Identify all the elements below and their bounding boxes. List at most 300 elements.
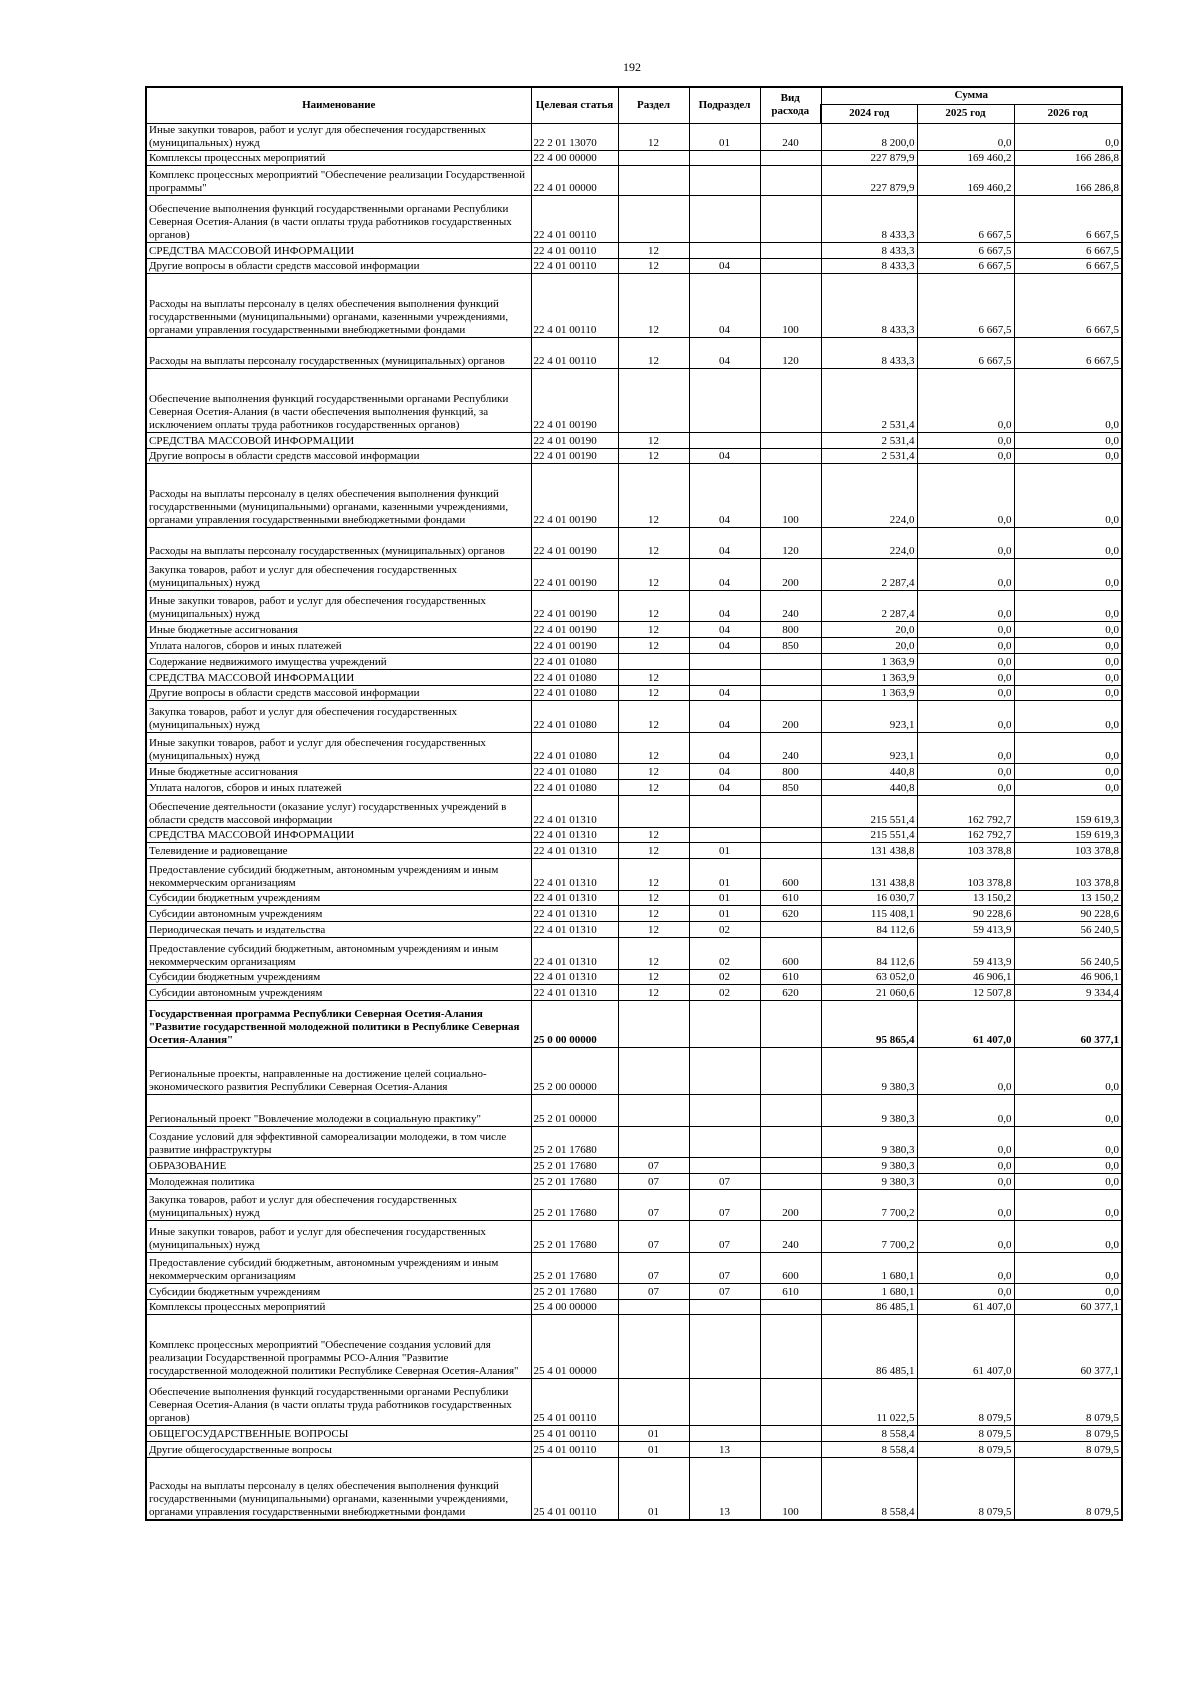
- row-amount-2026-cell: 60 377,1: [1014, 1000, 1122, 1047]
- row-subsection-cell: 04: [689, 763, 760, 779]
- row-expense-type-cell: [760, 827, 821, 842]
- row-amount-2025-cell: 169 460,2: [917, 165, 1014, 195]
- row-subsection-cell: 13: [689, 1441, 760, 1457]
- row-target-article-cell: 22 4 01 01310: [531, 795, 618, 827]
- row-amount-2025-cell: 169 460,2: [917, 150, 1014, 165]
- row-amount-2025-cell: 59 413,9: [917, 937, 1014, 969]
- row-name-cell: Другие вопросы в области средств массовой информации: [146, 258, 531, 273]
- row-amount-2026-cell: 0,0: [1014, 621, 1122, 637]
- row-name-cell: Обеспечение выполнения функций государственными органами Республики Северная Осетия-Алания (в части оплаты труда работников государственных органов): [146, 1378, 531, 1425]
- row-amount-2025-cell: 0,0: [917, 590, 1014, 621]
- row-name-cell: Обеспечение выполнения функций государственными органами Республики Северная Осетия-Алания (в части обеспечения выполнения функций, за исключением оплаты труда работников государственных органов): [146, 368, 531, 432]
- row-amount-2024-cell: 2 531,4: [821, 448, 917, 463]
- table-row: [146, 637, 1122, 653]
- row-amount-2026-cell: 6 667,5: [1014, 258, 1122, 273]
- row-target-article-cell: 22 4 01 01310: [531, 905, 618, 921]
- row-name-cell: СРЕДСТВА МАССОВОЙ ИНФОРМАЦИИ: [146, 669, 531, 685]
- row-expense-type-cell: [760, 842, 821, 858]
- table-row: [146, 921, 1122, 937]
- row-amount-2025-cell: 0,0: [917, 1220, 1014, 1252]
- row-subsection-cell: 04: [689, 558, 760, 590]
- row-section-cell: [618, 795, 689, 827]
- row-name-cell: ОБРАЗОВАНИЕ: [146, 1157, 531, 1173]
- row-amount-2026-cell: 0,0: [1014, 653, 1122, 669]
- row-expense-type-cell: [760, 1173, 821, 1189]
- row-amount-2024-cell: 84 112,6: [821, 921, 917, 937]
- row-name-cell: Иные закупки товаров, работ и услуг для обеспечения государственных (муниципальных) нужд: [146, 590, 531, 621]
- row-name-cell: Субсидии автономным учреждениям: [146, 984, 531, 1000]
- row-target-article-cell: 22 4 01 01080: [531, 779, 618, 795]
- table-row: [146, 1220, 1122, 1252]
- row-section-cell: 12: [618, 984, 689, 1000]
- row-amount-2024-cell: 1 680,1: [821, 1252, 917, 1283]
- row-subsection-cell: 02: [689, 937, 760, 969]
- row-expense-type-cell: [760, 1441, 821, 1457]
- row-section-cell: 07: [618, 1189, 689, 1220]
- row-amount-2026-cell: 0,0: [1014, 463, 1122, 527]
- row-amount-2026-cell: 0,0: [1014, 527, 1122, 558]
- row-target-article-cell: 22 4 01 01310: [531, 921, 618, 937]
- row-subsection-cell: [689, 669, 760, 685]
- row-amount-2026-cell: 0,0: [1014, 448, 1122, 463]
- row-name-cell: Расходы на выплаты персоналу государственных (муниципальных) органов: [146, 527, 531, 558]
- row-name-cell: Комплексы процессных мероприятий: [146, 150, 531, 165]
- row-target-article-cell: 25 2 00 00000: [531, 1047, 618, 1094]
- row-amount-2024-cell: 7 700,2: [821, 1189, 917, 1220]
- row-subsection-cell: 02: [689, 921, 760, 937]
- row-amount-2024-cell: 86 485,1: [821, 1314, 917, 1378]
- row-name-cell: Предоставление субсидий бюджетным, автономным учреждениям и иным некоммерческим организациям: [146, 858, 531, 890]
- row-subsection-cell: [689, 150, 760, 165]
- row-expense-type-cell: [760, 685, 821, 700]
- row-amount-2024-cell: 8 433,3: [821, 273, 917, 337]
- row-amount-2024-cell: 9 380,3: [821, 1047, 917, 1094]
- row-amount-2026-cell: 0,0: [1014, 637, 1122, 653]
- row-subsection-cell: [689, 1094, 760, 1126]
- table-row: [146, 1189, 1122, 1220]
- row-expense-type-cell: [760, 368, 821, 432]
- row-name-cell: Уплата налогов, сборов и иных платежей: [146, 779, 531, 795]
- row-subsection-cell: 01: [689, 123, 760, 150]
- row-subsection-cell: 04: [689, 637, 760, 653]
- row-section-cell: 12: [618, 732, 689, 763]
- row-name-cell: ОБЩЕГОСУДАРСТВЕННЫЕ ВОПРОСЫ: [146, 1425, 531, 1441]
- row-amount-2026-cell: 103 378,8: [1014, 842, 1122, 858]
- row-amount-2024-cell: 224,0: [821, 463, 917, 527]
- row-amount-2026-cell: 0,0: [1014, 432, 1122, 448]
- row-subsection-cell: 04: [689, 448, 760, 463]
- row-target-article-cell: 25 2 01 17680: [531, 1173, 618, 1189]
- row-amount-2025-cell: 61 407,0: [917, 1299, 1014, 1314]
- row-amount-2026-cell: 0,0: [1014, 558, 1122, 590]
- row-expense-type-cell: [760, 448, 821, 463]
- row-section-cell: 07: [618, 1252, 689, 1283]
- row-amount-2024-cell: 923,1: [821, 700, 917, 732]
- row-amount-2026-cell: 90 228,6: [1014, 905, 1122, 921]
- row-expense-type-cell: [760, 150, 821, 165]
- row-amount-2026-cell: 0,0: [1014, 1220, 1122, 1252]
- table-row: [146, 685, 1122, 700]
- row-subsection-cell: [689, 368, 760, 432]
- row-amount-2026-cell: 6 667,5: [1014, 242, 1122, 258]
- table-row: [146, 1314, 1122, 1378]
- row-amount-2025-cell: 59 413,9: [917, 921, 1014, 937]
- header-year-2026: 2026 год: [1014, 104, 1122, 123]
- row-section-cell: [618, 150, 689, 165]
- table-row: [146, 779, 1122, 795]
- table-row: [146, 905, 1122, 921]
- row-amount-2024-cell: 1 363,9: [821, 653, 917, 669]
- row-expense-type-cell: [760, 669, 821, 685]
- table-row: [146, 827, 1122, 842]
- row-amount-2026-cell: 0,0: [1014, 700, 1122, 732]
- table-row: [146, 1457, 1122, 1520]
- row-expense-type-cell: 620: [760, 905, 821, 921]
- row-amount-2024-cell: 1 363,9: [821, 685, 917, 700]
- row-name-cell: Предоставление субсидий бюджетным, автономным учреждениям и иным некоммерческим организациям: [146, 937, 531, 969]
- table-row: [146, 337, 1122, 368]
- row-amount-2026-cell: 6 667,5: [1014, 337, 1122, 368]
- row-amount-2024-cell: 227 879,9: [821, 150, 917, 165]
- row-amount-2024-cell: 63 052,0: [821, 969, 917, 984]
- row-amount-2026-cell: 0,0: [1014, 685, 1122, 700]
- row-section-cell: 12: [618, 527, 689, 558]
- row-amount-2026-cell: 0,0: [1014, 1252, 1122, 1283]
- row-subsection-cell: 01: [689, 890, 760, 905]
- row-target-article-cell: 22 4 01 00190: [531, 590, 618, 621]
- row-target-article-cell: 25 4 01 00110: [531, 1441, 618, 1457]
- row-amount-2025-cell: 0,0: [917, 779, 1014, 795]
- table-row: [146, 150, 1122, 165]
- row-expense-type-cell: [760, 1157, 821, 1173]
- row-target-article-cell: 22 4 01 00190: [531, 448, 618, 463]
- row-section-cell: [618, 1299, 689, 1314]
- row-amount-2024-cell: 9 380,3: [821, 1157, 917, 1173]
- row-name-cell: Расходы на выплаты персоналу в целях обеспечения выполнения функций государственными (муниципальными) органами, казенными учреждениями, органами управления государственными внебюджетными фондами: [146, 463, 531, 527]
- row-section-cell: 12: [618, 763, 689, 779]
- header-year-2025: 2025 год: [917, 104, 1014, 123]
- table-body: [146, 123, 1122, 1520]
- header-section: Раздел: [618, 87, 689, 123]
- row-name-cell: Предоставление субсидий бюджетным, автономным учреждениям и иным некоммерческим организациям: [146, 1252, 531, 1283]
- row-subsection-cell: 04: [689, 685, 760, 700]
- row-amount-2025-cell: 61 407,0: [917, 1314, 1014, 1378]
- row-amount-2024-cell: 1 680,1: [821, 1283, 917, 1299]
- row-amount-2025-cell: 103 378,8: [917, 858, 1014, 890]
- row-amount-2026-cell: 0,0: [1014, 1094, 1122, 1126]
- row-amount-2026-cell: 8 079,5: [1014, 1425, 1122, 1441]
- row-target-article-cell: 25 0 00 00000: [531, 1000, 618, 1047]
- row-amount-2025-cell: 6 667,5: [917, 242, 1014, 258]
- table-row: [146, 1047, 1122, 1094]
- row-target-article-cell: 22 2 01 13070: [531, 123, 618, 150]
- row-name-cell: Субсидии бюджетным учреждениям: [146, 969, 531, 984]
- table-row: [146, 432, 1122, 448]
- row-amount-2026-cell: 0,0: [1014, 1047, 1122, 1094]
- row-expense-type-cell: [760, 921, 821, 937]
- row-section-cell: 12: [618, 890, 689, 905]
- row-name-cell: Другие вопросы в области средств массовой информации: [146, 448, 531, 463]
- row-amount-2026-cell: 166 286,8: [1014, 165, 1122, 195]
- row-expense-type-cell: [760, 195, 821, 242]
- row-amount-2026-cell: 0,0: [1014, 1283, 1122, 1299]
- row-expense-type-cell: 100: [760, 273, 821, 337]
- row-target-article-cell: 22 4 01 01310: [531, 969, 618, 984]
- row-target-article-cell: 22 4 01 01310: [531, 984, 618, 1000]
- row-name-cell: Периодическая печать и издательства: [146, 921, 531, 937]
- row-amount-2024-cell: 440,8: [821, 763, 917, 779]
- row-amount-2025-cell: 0,0: [917, 1157, 1014, 1173]
- row-amount-2025-cell: 8 079,5: [917, 1425, 1014, 1441]
- table-row: [146, 890, 1122, 905]
- row-amount-2025-cell: 90 228,6: [917, 905, 1014, 921]
- row-name-cell: Содержание недвижимого имущества учреждений: [146, 653, 531, 669]
- row-amount-2025-cell: 6 667,5: [917, 273, 1014, 337]
- row-amount-2026-cell: 0,0: [1014, 590, 1122, 621]
- row-amount-2025-cell: 8 079,5: [917, 1457, 1014, 1520]
- row-section-cell: 12: [618, 123, 689, 150]
- row-subsection-cell: [689, 1378, 760, 1425]
- row-section-cell: [618, 1094, 689, 1126]
- row-section-cell: 12: [618, 669, 689, 685]
- budget-table: [145, 86, 1123, 1521]
- row-name-cell: Региональные проекты, направленные на достижение целей социально-экономического развития Республики Северная Осетия-Алания: [146, 1047, 531, 1094]
- row-amount-2026-cell: 8 079,5: [1014, 1457, 1122, 1520]
- row-section-cell: 12: [618, 779, 689, 795]
- row-section-cell: 12: [618, 937, 689, 969]
- header-subsection: Подраздел: [689, 87, 760, 123]
- row-name-cell: Субсидии бюджетным учреждениям: [146, 890, 531, 905]
- row-expense-type-cell: [760, 1047, 821, 1094]
- row-amount-2024-cell: 8 433,3: [821, 242, 917, 258]
- row-expense-type-cell: [760, 653, 821, 669]
- row-expense-type-cell: 610: [760, 969, 821, 984]
- row-expense-type-cell: 600: [760, 858, 821, 890]
- row-expense-type-cell: [760, 1314, 821, 1378]
- row-expense-type-cell: [760, 165, 821, 195]
- row-amount-2024-cell: 8 200,0: [821, 123, 917, 150]
- table-row: [146, 1094, 1122, 1126]
- row-amount-2026-cell: 0,0: [1014, 732, 1122, 763]
- row-section-cell: 12: [618, 621, 689, 637]
- table-row: [146, 1126, 1122, 1157]
- row-target-article-cell: 25 2 01 00000: [531, 1094, 618, 1126]
- row-name-cell: СРЕДСТВА МАССОВОЙ ИНФОРМАЦИИ: [146, 827, 531, 842]
- row-name-cell: Закупка товаров, работ и услуг для обеспечения государственных (муниципальных) нужд: [146, 1189, 531, 1220]
- table-row: [146, 1283, 1122, 1299]
- row-expense-type-cell: [760, 242, 821, 258]
- row-amount-2025-cell: 8 079,5: [917, 1441, 1014, 1457]
- row-subsection-cell: [689, 1314, 760, 1378]
- row-subsection-cell: 04: [689, 590, 760, 621]
- row-amount-2024-cell: 2 531,4: [821, 432, 917, 448]
- row-amount-2025-cell: 0,0: [917, 527, 1014, 558]
- header-name: Наименование: [146, 87, 531, 123]
- row-expense-type-cell: 100: [760, 463, 821, 527]
- row-subsection-cell: 04: [689, 779, 760, 795]
- row-amount-2025-cell: 0,0: [917, 432, 1014, 448]
- row-section-cell: [618, 165, 689, 195]
- row-section-cell: [618, 1126, 689, 1157]
- row-subsection-cell: [689, 1126, 760, 1157]
- row-expense-type-cell: [760, 1425, 821, 1441]
- row-section-cell: 07: [618, 1220, 689, 1252]
- row-subsection-cell: 04: [689, 273, 760, 337]
- row-section-cell: 01: [618, 1457, 689, 1520]
- row-expense-type-cell: 240: [760, 123, 821, 150]
- row-target-article-cell: 22 4 01 00110: [531, 337, 618, 368]
- row-target-article-cell: 25 2 01 17680: [531, 1252, 618, 1283]
- row-amount-2025-cell: 0,0: [917, 700, 1014, 732]
- row-expense-type-cell: [760, 1378, 821, 1425]
- row-expense-type-cell: [760, 1000, 821, 1047]
- row-subsection-cell: [689, 165, 760, 195]
- row-amount-2026-cell: 0,0: [1014, 1189, 1122, 1220]
- row-amount-2025-cell: 0,0: [917, 621, 1014, 637]
- row-target-article-cell: 22 4 01 00110: [531, 258, 618, 273]
- row-amount-2024-cell: 20,0: [821, 637, 917, 653]
- row-section-cell: 12: [618, 242, 689, 258]
- row-target-article-cell: 22 4 01 00110: [531, 242, 618, 258]
- row-target-article-cell: 22 4 01 01080: [531, 700, 618, 732]
- row-section-cell: 12: [618, 432, 689, 448]
- row-target-article-cell: 22 4 01 01080: [531, 669, 618, 685]
- row-amount-2024-cell: 9 380,3: [821, 1173, 917, 1189]
- row-section-cell: 07: [618, 1157, 689, 1173]
- row-subsection-cell: [689, 1157, 760, 1173]
- row-subsection-cell: 02: [689, 969, 760, 984]
- row-section-cell: 12: [618, 273, 689, 337]
- row-amount-2026-cell: 8 079,5: [1014, 1378, 1122, 1425]
- row-amount-2025-cell: 0,0: [917, 653, 1014, 669]
- row-amount-2026-cell: 103 378,8: [1014, 858, 1122, 890]
- row-section-cell: 12: [618, 258, 689, 273]
- page-number: 192: [623, 60, 641, 74]
- row-amount-2026-cell: 0,0: [1014, 1173, 1122, 1189]
- row-amount-2026-cell: 60 377,1: [1014, 1314, 1122, 1378]
- row-amount-2026-cell: 0,0: [1014, 763, 1122, 779]
- table-row: [146, 700, 1122, 732]
- row-subsection-cell: [689, 1299, 760, 1314]
- row-amount-2026-cell: 6 667,5: [1014, 195, 1122, 242]
- row-name-cell: Расходы на выплаты персоналу в целях обеспечения выполнения функций государственными (муниципальными) органами, казенными учреждениями, органами управления государственными внебюджетными фондами: [146, 273, 531, 337]
- row-target-article-cell: 22 4 01 00110: [531, 273, 618, 337]
- table-row: [146, 969, 1122, 984]
- row-name-cell: Субсидии автономным учреждениям: [146, 905, 531, 921]
- row-target-article-cell: 22 4 01 00190: [531, 368, 618, 432]
- row-amount-2024-cell: 440,8: [821, 779, 917, 795]
- row-amount-2025-cell: 8 079,5: [917, 1378, 1014, 1425]
- row-section-cell: 12: [618, 337, 689, 368]
- row-subsection-cell: [689, 1047, 760, 1094]
- row-amount-2024-cell: 20,0: [821, 621, 917, 637]
- table-row: [146, 763, 1122, 779]
- row-name-cell: Другие общегосударственные вопросы: [146, 1441, 531, 1457]
- row-amount-2025-cell: 103 378,8: [917, 842, 1014, 858]
- row-amount-2024-cell: 8 558,4: [821, 1457, 917, 1520]
- row-subsection-cell: 01: [689, 858, 760, 890]
- row-amount-2026-cell: 6 667,5: [1014, 273, 1122, 337]
- row-subsection-cell: [689, 827, 760, 842]
- row-amount-2026-cell: 8 079,5: [1014, 1441, 1122, 1457]
- row-name-cell: Иные закупки товаров, работ и услуг для обеспечения государственных (муниципальных) нужд: [146, 123, 531, 150]
- row-section-cell: 01: [618, 1441, 689, 1457]
- row-name-cell: СРЕДСТВА МАССОВОЙ ИНФОРМАЦИИ: [146, 432, 531, 448]
- row-name-cell: Расходы на выплаты персоналу государственных (муниципальных) органов: [146, 337, 531, 368]
- table-row: [146, 669, 1122, 685]
- row-amount-2024-cell: 2 531,4: [821, 368, 917, 432]
- row-amount-2026-cell: 0,0: [1014, 1126, 1122, 1157]
- row-amount-2024-cell: 95 865,4: [821, 1000, 917, 1047]
- row-name-cell: Иные бюджетные ассигнования: [146, 621, 531, 637]
- row-amount-2025-cell: 0,0: [917, 1173, 1014, 1189]
- row-subsection-cell: [689, 195, 760, 242]
- row-amount-2024-cell: 8 433,3: [821, 195, 917, 242]
- row-expense-type-cell: 120: [760, 527, 821, 558]
- row-amount-2025-cell: 0,0: [917, 669, 1014, 685]
- row-amount-2025-cell: 0,0: [917, 463, 1014, 527]
- row-amount-2026-cell: 0,0: [1014, 123, 1122, 150]
- row-amount-2026-cell: 56 240,5: [1014, 921, 1122, 937]
- row-subsection-cell: 04: [689, 621, 760, 637]
- row-name-cell: Создание условий для эффективной самореализации молодежи, в том числе развитие инфраструктуры: [146, 1126, 531, 1157]
- row-expense-type-cell: 620: [760, 984, 821, 1000]
- row-amount-2024-cell: 9 380,3: [821, 1094, 917, 1126]
- header-year-2024: 2024 год: [821, 104, 917, 123]
- row-name-cell: Молодежная политика: [146, 1173, 531, 1189]
- row-amount-2024-cell: 9 380,3: [821, 1126, 917, 1157]
- row-name-cell: Комплексы процессных мероприятий: [146, 1299, 531, 1314]
- row-amount-2025-cell: 0,0: [917, 1283, 1014, 1299]
- row-amount-2024-cell: 11 022,5: [821, 1378, 917, 1425]
- row-section-cell: [618, 1047, 689, 1094]
- row-section-cell: 12: [618, 969, 689, 984]
- header-sum: Сумма: [821, 87, 1122, 104]
- row-target-article-cell: 22 4 01 00110: [531, 195, 618, 242]
- row-subsection-cell: 04: [689, 258, 760, 273]
- table-row: [146, 463, 1122, 527]
- row-amount-2024-cell: 2 287,4: [821, 590, 917, 621]
- row-amount-2024-cell: 86 485,1: [821, 1299, 917, 1314]
- row-amount-2025-cell: 0,0: [917, 448, 1014, 463]
- row-amount-2024-cell: 115 408,1: [821, 905, 917, 921]
- row-name-cell: Телевидение и радиовещание: [146, 842, 531, 858]
- row-amount-2024-cell: 227 879,9: [821, 165, 917, 195]
- row-amount-2025-cell: 0,0: [917, 732, 1014, 763]
- row-expense-type-cell: 600: [760, 1252, 821, 1283]
- row-target-article-cell: 22 4 01 01310: [531, 842, 618, 858]
- row-amount-2024-cell: 224,0: [821, 527, 917, 558]
- row-section-cell: 12: [618, 905, 689, 921]
- row-amount-2026-cell: 159 619,3: [1014, 827, 1122, 842]
- row-section-cell: 12: [618, 685, 689, 700]
- row-amount-2025-cell: 0,0: [917, 1094, 1014, 1126]
- row-name-cell: Закупка товаров, работ и услуг для обеспечения государственных (муниципальных) нужд: [146, 558, 531, 590]
- row-amount-2024-cell: 8 433,3: [821, 258, 917, 273]
- row-target-article-cell: 25 4 01 00000: [531, 1314, 618, 1378]
- table-row: [146, 273, 1122, 337]
- row-subsection-cell: 07: [689, 1173, 760, 1189]
- row-subsection-cell: [689, 432, 760, 448]
- row-name-cell: Уплата налогов, сборов и иных платежей: [146, 637, 531, 653]
- row-amount-2025-cell: 0,0: [917, 1189, 1014, 1220]
- table-row: [146, 1252, 1122, 1283]
- row-name-cell: Иные бюджетные ассигнования: [146, 763, 531, 779]
- table-row: [146, 123, 1122, 150]
- row-expense-type-cell: [760, 795, 821, 827]
- row-expense-type-cell: 610: [760, 1283, 821, 1299]
- row-amount-2025-cell: 61 407,0: [917, 1000, 1014, 1047]
